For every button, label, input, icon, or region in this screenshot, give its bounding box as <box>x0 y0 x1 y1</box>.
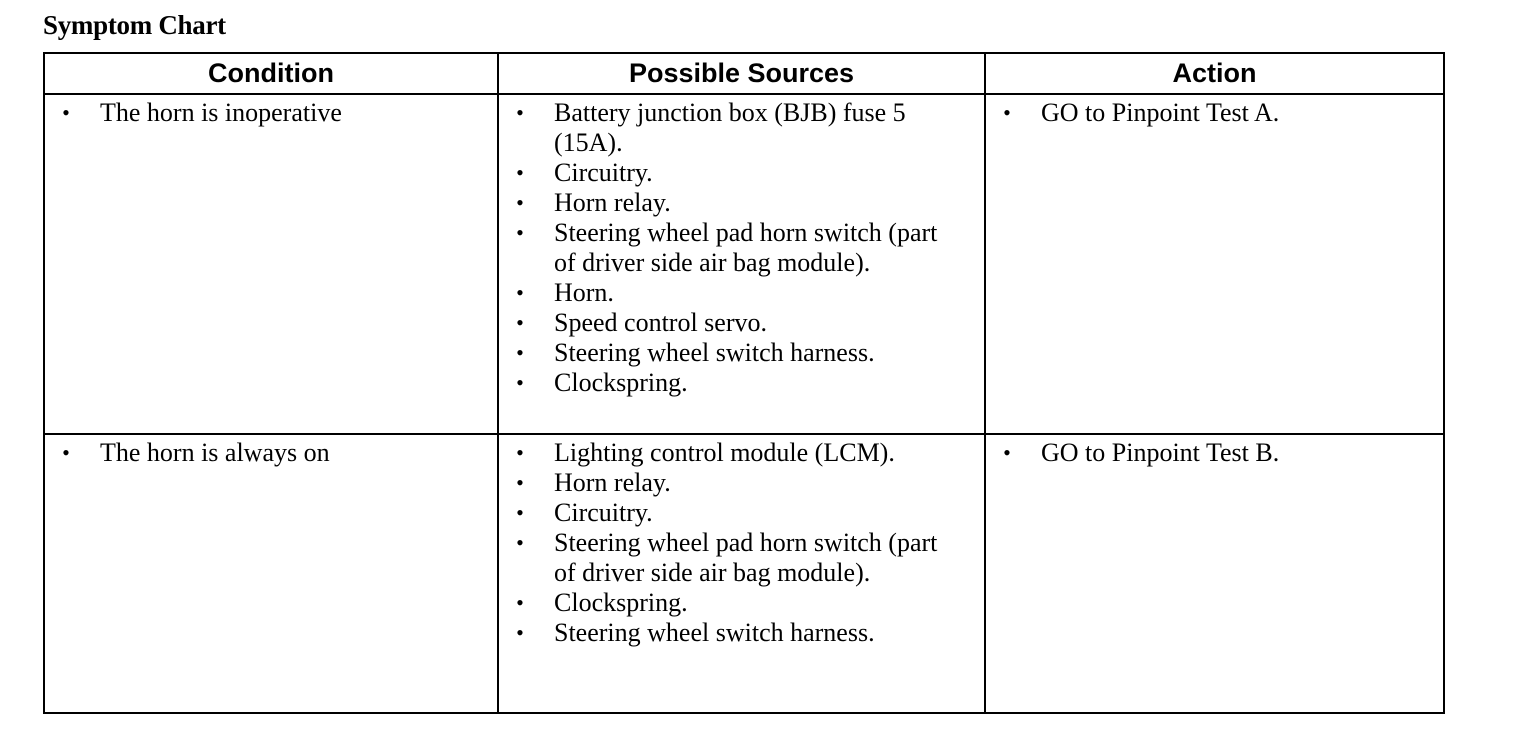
list-item <box>986 98 1443 128</box>
condition-text: The horn is inoperative <box>100 98 342 127</box>
action-cell <box>985 434 1444 713</box>
list-item <box>499 528 984 588</box>
source-text: Clockspring. <box>554 588 688 617</box>
bullet-icon: • <box>516 280 524 305</box>
list-item <box>499 98 984 158</box>
symptom-table <box>43 52 1445 714</box>
bullet-icon: • <box>1003 440 1011 465</box>
bullet-icon: • <box>516 310 524 335</box>
bullet-icon: • <box>516 340 524 365</box>
bullet-icon: • <box>516 620 524 645</box>
bullet-icon: • <box>516 220 524 245</box>
possible-sources-cell <box>498 94 985 434</box>
table-row <box>44 434 1444 713</box>
bullet-icon: • <box>516 590 524 615</box>
bullet-icon: • <box>516 530 524 555</box>
bullet-icon: • <box>516 370 524 395</box>
header-possible-sources: Possible Sources <box>498 53 985 94</box>
source-text: Circuitry. <box>554 498 653 527</box>
list-item <box>499 188 984 218</box>
source-text: Speed control servo. <box>554 308 768 337</box>
action-text: GO to Pinpoint Test A. <box>1041 98 1280 127</box>
source-text: Steering wheel pad horn switch (part of driver side air bag module). <box>554 218 938 277</box>
sources-list <box>499 98 984 398</box>
source-text: Horn relay. <box>554 468 671 497</box>
header-condition: Condition <box>44 53 498 94</box>
page-title: Symptom Chart <box>43 10 226 40</box>
list-item <box>499 218 984 278</box>
action-list <box>986 98 1443 128</box>
condition-list <box>45 98 497 128</box>
source-text: Steering wheel switch harness. <box>554 618 875 647</box>
bullet-icon: • <box>516 190 524 215</box>
condition-list <box>45 438 497 468</box>
header-action: Action <box>985 53 1444 94</box>
source-text: Battery junction box (BJB) fuse 5 (15A). <box>554 98 906 157</box>
list-item <box>499 588 984 618</box>
list-item <box>499 368 984 398</box>
list-item <box>499 308 984 338</box>
possible-sources-cell <box>498 434 985 713</box>
table-row <box>44 94 1444 434</box>
list-item <box>499 438 984 468</box>
source-text: Horn relay. <box>554 188 671 217</box>
source-text: Horn. <box>554 278 614 307</box>
bullet-icon: • <box>516 500 524 525</box>
action-cell <box>985 94 1444 434</box>
list-item <box>499 618 984 648</box>
condition-cell <box>44 94 498 434</box>
bullet-icon: • <box>516 160 524 185</box>
action-text: GO to Pinpoint Test B. <box>1041 438 1280 467</box>
source-text: Steering wheel pad horn switch (part of driver side air bag module). <box>554 528 938 587</box>
header-row <box>44 53 1444 94</box>
condition-text: The horn is always on <box>100 438 330 467</box>
bullet-icon: • <box>1003 100 1011 125</box>
list-item <box>45 438 497 468</box>
list-item <box>45 98 497 128</box>
source-text: Steering wheel switch harness. <box>554 338 875 367</box>
source-text: Lighting control module (LCM). <box>554 438 895 467</box>
bullet-icon: • <box>62 440 70 465</box>
list-item <box>499 338 984 368</box>
list-item <box>986 438 1443 468</box>
source-text: Clockspring. <box>554 368 688 397</box>
condition-cell <box>44 434 498 713</box>
source-text: Circuitry. <box>554 158 653 187</box>
action-list <box>986 438 1443 468</box>
bullet-icon: • <box>516 100 524 125</box>
list-item <box>499 158 984 188</box>
bullet-icon: • <box>62 100 70 125</box>
list-item <box>499 498 984 528</box>
list-item <box>499 278 984 308</box>
bullet-icon: • <box>516 440 524 465</box>
sources-list <box>499 438 984 648</box>
bullet-icon: • <box>516 470 524 495</box>
list-item <box>499 468 984 498</box>
